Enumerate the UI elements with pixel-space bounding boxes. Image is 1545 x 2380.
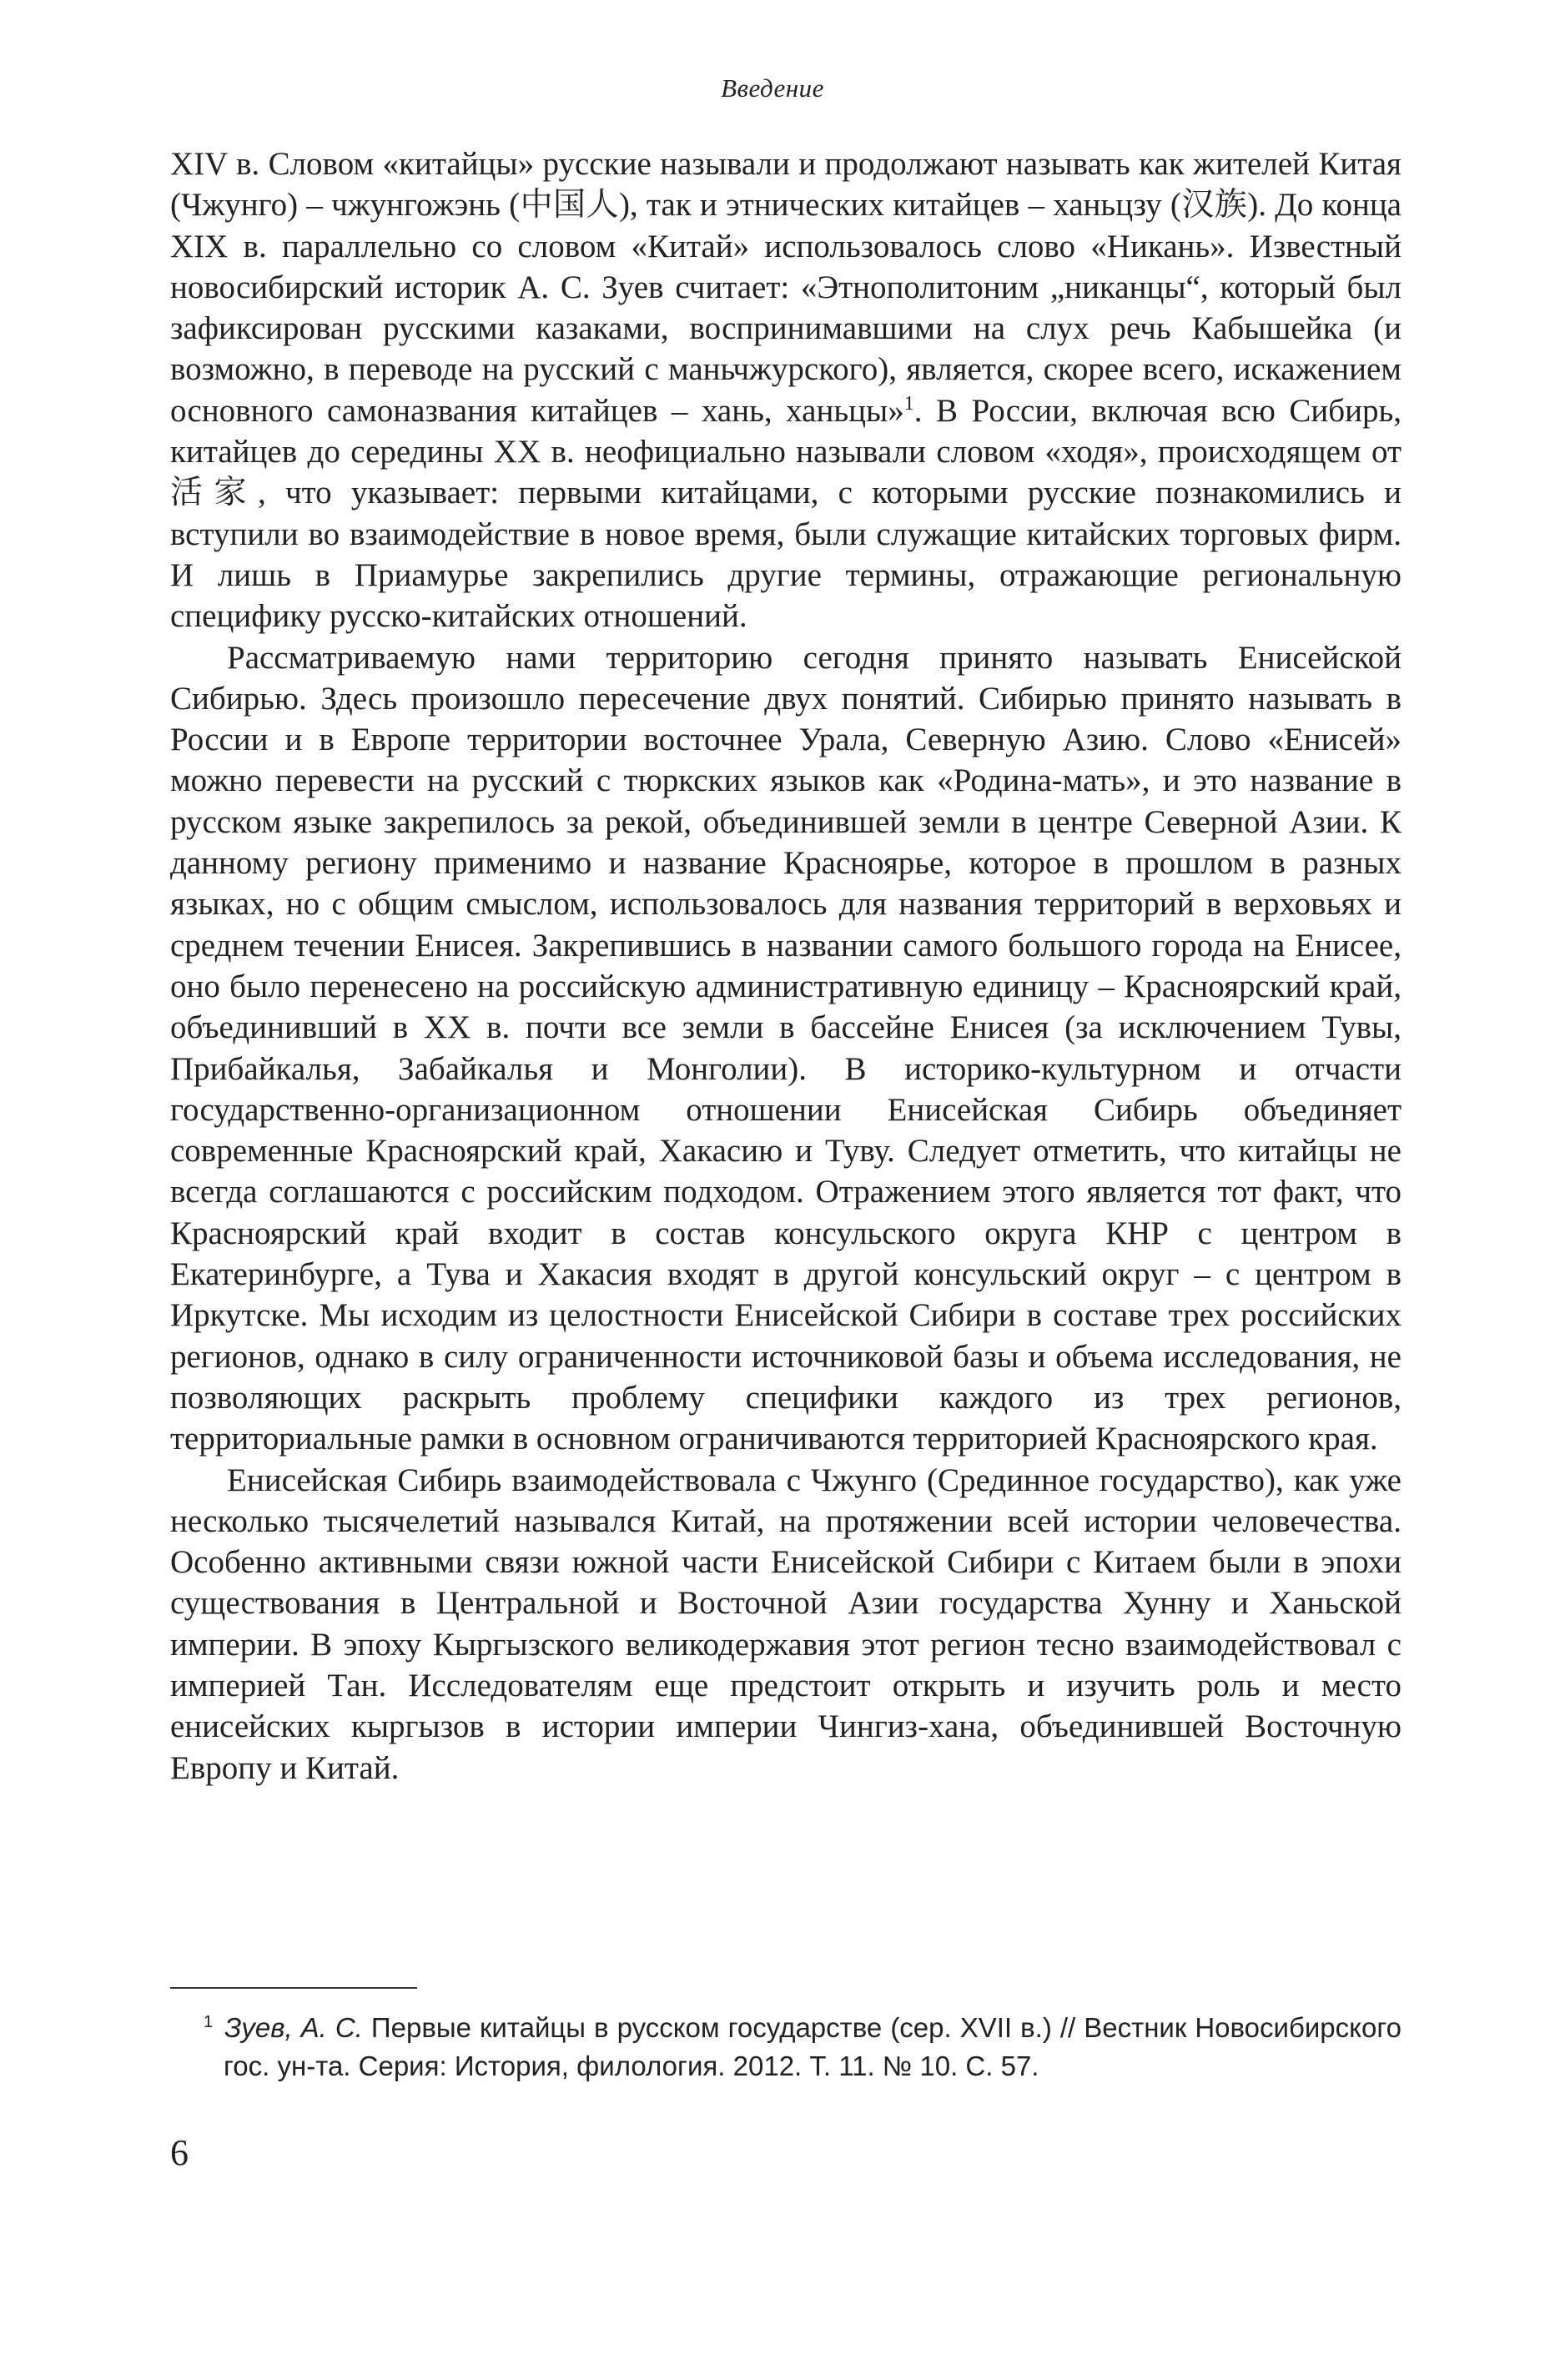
footnote-text: Первые китайцы в русском государстве (сер. XVII в.) // Вестник Новосибирского гос. ун-та. Серия: История, филология. 2012. Т. 11. № 10. С. 57. xyxy=(224,2012,1402,2081)
running-title: Введение xyxy=(721,73,824,103)
paragraph-1-text-a: XIV в. Словом «китайцы» русские называли и продолжают называть как жителей Китая (Чжунго) – чжунгожэнь (中国人), так и этнических китайцев – ханьцзу (汉族). До конца XIX в. параллельно со словом «Китай» использовалось слово «Никань». Известный новосибирский историк А. С. Зуев считает: «Этнополитоним „никанцы“, который был зафиксирован русскими казаками, воспринимавшими на слух речь Кабышейка (и возможно, в переводе на русский с маньчжурского), является, скорее всего, искажением основного самоназвания китайцев – хань, ханьцы» xyxy=(170,146,1402,429)
footnote xyxy=(170,2009,1402,2086)
main-text xyxy=(170,143,1402,1789)
footnote-divider xyxy=(170,1987,417,1989)
paragraph-3: Енисейская Сибирь взаимодействовала с Чжунго (Срединное государство), как уже несколько тысячелетий назывался Китай, на протяжении всей истории человечества. Особенно активными связи южной части Енисейской Сибири с Китаем были в эпохи существования в Центральной и Восточной Азии государства Хунну и Ханьской империи. В эпоху Кыргызского великодержавия этот регион тесно взаимодействовал с империей Тан. Исследователям еще предстоит открыть и изучить роль и место енисейских кыргызов в истории империи Чингиз-хана, объединившей Восточную Европу и Китай. xyxy=(170,1462,1402,1786)
paragraph-1-text-b: . В России, включая всю Сибирь, китайцев до середины XX в. неофициально называли словом «ходя», происходящем от 活家, что указывает: первыми китайцами, с которыми русские познакомились и вступили во взаимодействие в новое время, были служащие китайских торговых фирм. И лишь в Приамурье закрепились другие термины, отражающие региональную специфику русско-китайских отношений. xyxy=(170,392,1402,635)
paragraph-2: Рассматриваемую нами территорию сегодня принято называть Енисейской Сибирью. Здесь произошло пересечение двух понятий. Сибирью принято называть в России и в Европе территории восточнее Урала, Северную Азию. Слово «Енисей» можно перевести на русский с тюркских языков как «Родина-мать», и это название в русском языке закрепилось за рекой, объединившей земли в центре Северной Азии. К данному региону применимо и название Красноярье, которое в прошлом в разных языках, но с общим смыслом, использовалось для названия территорий в верховьях и среднем течении Енисея. Закрепившись в названии самого большого города на Енисее, оно было перенесено на российскую административную единицу – Красноярский край, объединивший в XX в. почти все земли в бассейне Енисея (за исключением Тувы, Прибайкалья, Забайкалья и Монголии). В историко-культурном и отчасти государственно-организационном отношении Енисейская Сибирь объединяет современные Красноярский край, Хакасию и Туву. Следует отметить, что китайцы не всегда соглашаются с российским подходом. Отражением этого является тот факт, что Красноярский край входит в состав консульского округа КНР с центром в Екатеринбурге, а Тува и Хакасия входят в другой консульский округ – с центром в Иркутске. Мы исходим из целостности Енисейской Сибири в составе трех российских регионов, однако в силу ограниченности источниковой базы и объема исследования, не позволяющих раскрыть проблему специфики каждого из трех регионов, территориальные рамки в основном ограничиваются территорией Красноярского края. xyxy=(170,639,1402,1457)
page-number: 6 xyxy=(170,2132,189,2173)
footnote-reference: 1 xyxy=(903,392,914,415)
footnote-author: Зуев, А. С. xyxy=(224,2012,363,2043)
footnote-mark: 1 xyxy=(204,2013,214,2031)
paragraph-1 xyxy=(170,143,1402,637)
